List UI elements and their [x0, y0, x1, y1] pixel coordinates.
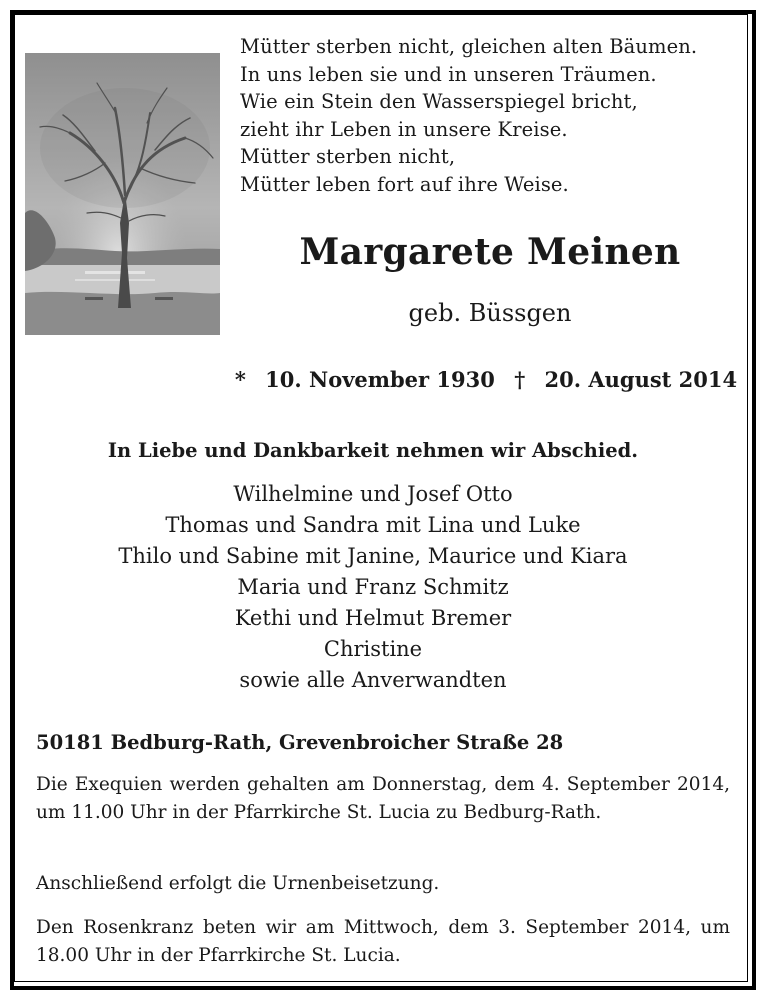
mourner-line: Thomas und Sandra mit Lina und Luke: [165, 513, 581, 537]
life-dates: [220, 364, 740, 396]
mourners-list: [20, 479, 726, 696]
birth-name: geb. Büssgen: [408, 299, 572, 327]
mourner-line: Wilhelmine und Josef Otto: [233, 482, 513, 506]
poem-line: Mütter sterben nicht, gleichen alten Bäumen.: [240, 35, 698, 58]
mourner-line: Christine: [323, 637, 423, 661]
birth-star-icon: *: [234, 367, 246, 392]
urn-burial-info: Anschließend erfolgt die Urnenbeisetzung.: [36, 873, 440, 894]
poem-line: Mütter leben fort auf ihre Weise.: [240, 172, 569, 196]
mourner-line: Thilo und Sabine mit Janine, Maurice und Kiara: [118, 544, 628, 568]
tree-photo-icon: [25, 53, 220, 335]
rosary-info: Den Rosenkranz beten wir am Mittwoch, dem 3. September 2014, um 18.00 Uhr in der Pfarrkirche St. Lucia.: [36, 917, 730, 966]
poem-line: In uns leben sie und in unseren Träumen.: [240, 62, 657, 86]
poem-line: Wie ein Stein den Wasserspiegel bricht,: [240, 90, 638, 113]
funeral-mass-info: Die Exequien werden gehalten am Donnerstag, dem 4. September 2014, um 11.00 Uhr in der Pfarrkirche St. Lucia zu Bedburg-Rath.: [36, 774, 730, 823]
tree-photo: [25, 53, 220, 335]
poem-line: Mütter sterben nicht,: [240, 145, 456, 168]
farewell-line: In Liebe und Dankbarkeit nehmen wir Abschied.: [107, 439, 639, 462]
mourner-line: Maria und Franz Schmitz: [237, 575, 509, 599]
deceased-name: Margarete Meinen: [299, 231, 681, 273]
poem: [240, 33, 740, 198]
poem-line: zieht ihr Leben in unsere Kreise.: [240, 117, 568, 141]
death-cross-icon: †: [514, 367, 526, 392]
family-address: 50181 Bedburg-Rath, Grevenbroicher Straße 28: [36, 731, 564, 754]
mourner-line: Kethi und Helmut Bremer: [234, 606, 512, 630]
mourner-line: sowie alle Anverwandten: [239, 668, 507, 692]
birth-date: 10. November 1930: [265, 367, 495, 392]
death-date: 20. August 2014: [544, 367, 738, 392]
